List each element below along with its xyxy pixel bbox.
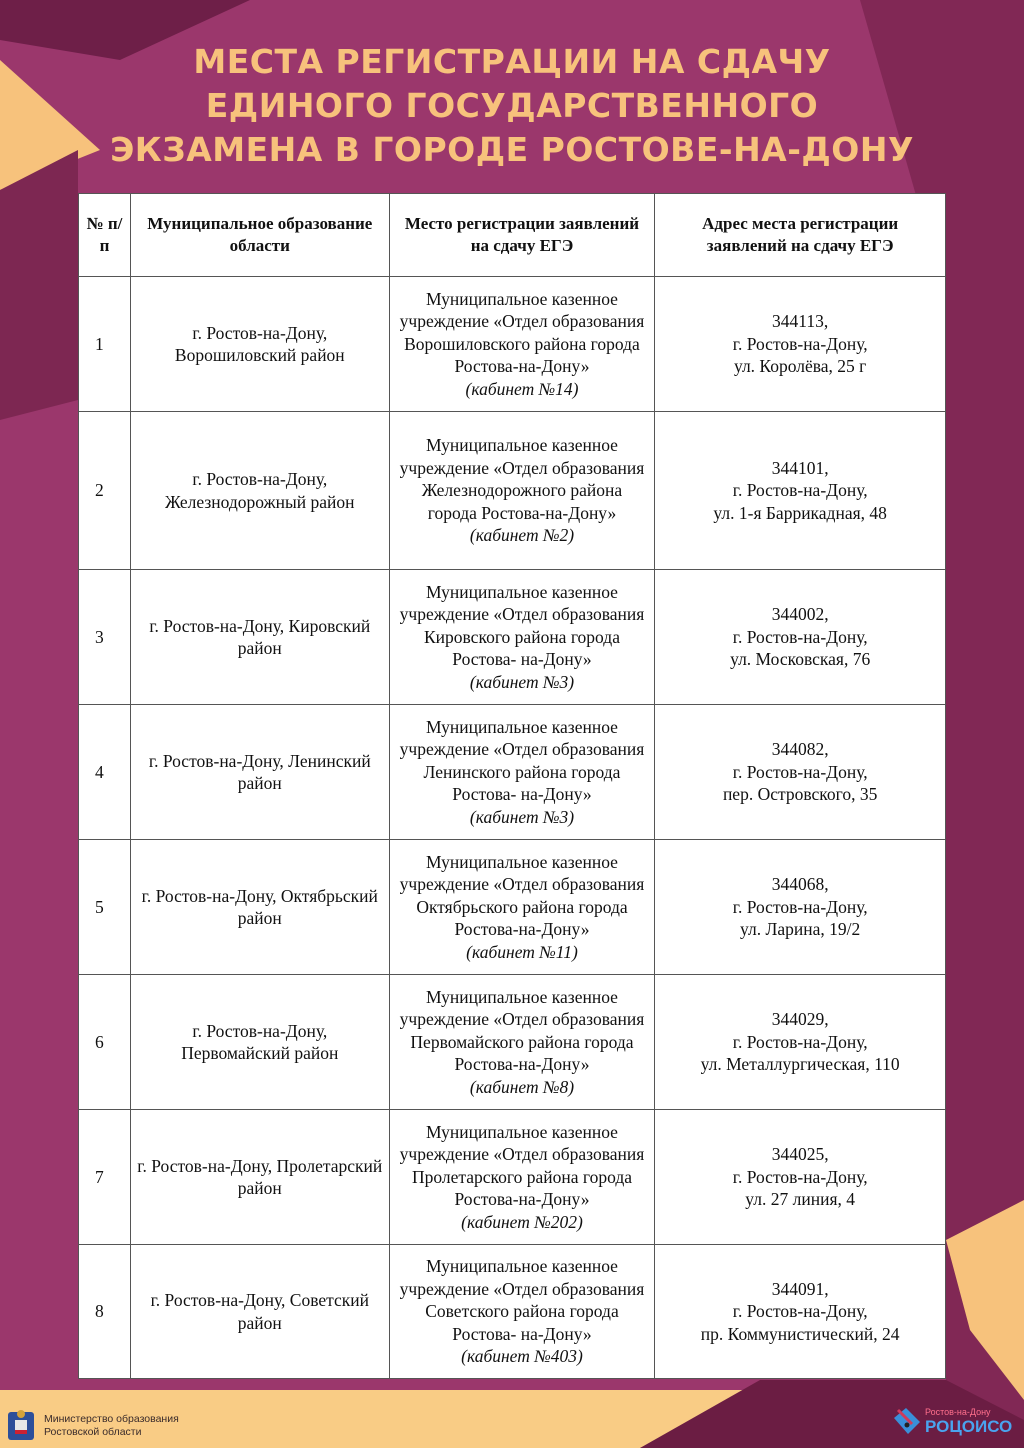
place-cell [389,1110,655,1245]
cabinet-number: (кабинет №403) [461,1346,583,1367]
address-cell [655,840,946,975]
place-name: Муниципальное казенное учреждение «Отдел образования Кировского района города Ростова- на-Дону» [399,581,645,670]
postal-code: 344113, [772,311,829,332]
municipality-cell: г. Ростов-на-Дону, Железнодорожный район [130,412,389,570]
row-number: 5 [79,840,131,975]
address-city: г. Ростов-на-Дону, [732,761,868,782]
cabinet-number: (кабинет №3) [469,671,575,692]
coat-of-arms-icon [4,1408,38,1444]
address-street: ул. Металлургическая, 110 [700,1054,900,1075]
address-street: ул. Королёва, 25 г [733,356,867,377]
table-row [79,705,946,840]
rocoiso-logo [890,1404,1012,1438]
header-municipality: Муниципальное образование области [130,194,389,277]
postal-code: 344101, [771,457,829,478]
postal-code: 344091, [771,1278,829,1299]
ministry-region: Ростовской области [44,1426,142,1438]
rocoiso-name: РОЦОИСО [925,1416,1013,1436]
place-name: Муниципальное казенное учреждение «Отдел образования Ворошиловского района города Ростова-на-Дону» [399,288,645,377]
row-number: 3 [79,570,131,705]
place-cell [389,570,655,705]
registration-table [78,193,946,1379]
place-name: Муниципальное казенное учреждение «Отдел образования Советского района города Ростова- на-Дону» [399,1256,645,1344]
row-number: 6 [79,975,131,1110]
title-line: ЕДИНОГО ГОСУДАРСТВЕННОГО [205,86,819,125]
cabinet-number: (кабинет №3) [469,806,575,827]
title-line: ЭКЗАМЕНА В ГОРОДЕ РОСТОВЕ-НА-ДОНУ [110,130,914,169]
address-street: ул. Московская, 76 [730,649,871,670]
place-cell [389,1245,655,1379]
address-cell [655,277,946,412]
pen-nib-icon [890,1404,922,1438]
place-name: Муниципальное казенное учреждение «Отдел образования Железнодорожного района города Ростова-на-Дону» [399,435,645,523]
page-title [0,40,1024,172]
municipality-cell: г. Ростов-на-Дону, Октябрьский район [130,840,389,975]
place-cell [389,412,655,570]
address-street: пр. Коммунистический, 24 [700,1323,900,1344]
municipality-cell: г. Ростов-на-Дону, Советский район [130,1245,389,1379]
municipality-cell: г. Ростов-на-Дону, Ворошиловский район [130,277,389,412]
cabinet-number: (кабинет №2) [469,525,575,546]
address-cell [655,570,946,705]
cabinet-number: (кабинет №202) [461,1211,583,1232]
address-cell [655,975,946,1110]
place-name: Муниципальное казенное учреждение «Отдел образования Пролетарского района города Ростова-на-Дону» [399,1121,645,1210]
title-line: МЕСТА РЕГИСТРАЦИИ НА СДАЧУ [193,42,831,81]
place-cell [389,705,655,840]
table-row [79,570,946,705]
ministry-logo [4,1408,179,1444]
address-cell [655,705,946,840]
address-city: г. Ростов-на-Дону, [732,1166,868,1187]
postal-code: 344082, [771,739,829,760]
table-row [79,975,946,1110]
row-number: 2 [79,412,131,570]
ministry-name: Министерство образования [44,1413,179,1425]
postal-code: 344068, [771,874,829,895]
address-city: г. Ростов-на-Дону, [732,626,868,647]
postal-code: 344029, [771,1009,829,1030]
header-place: Место регистрации заявлений на сдачу ЕГЭ [389,194,655,277]
address-street: ул. Ларина, 19/2 [740,919,861,940]
address-street: пер. Островского, 35 [722,784,878,805]
address-cell [655,412,946,570]
header-number: № п/п [79,194,131,277]
cabinet-number: (кабинет №8) [469,1076,575,1097]
place-cell [389,975,655,1110]
place-cell [389,840,655,975]
place-cell [389,277,655,412]
postal-code: 344002, [771,604,829,625]
cabinet-number: (кабинет №11) [466,941,578,962]
row-number: 8 [79,1245,131,1379]
address-street: ул. 1-я Баррикадная, 48 [713,502,887,523]
table-row [79,1245,946,1379]
table-row [79,412,946,570]
table-row [79,1110,946,1245]
table-row [79,840,946,975]
cabinet-number: (кабинет №14) [465,378,579,399]
municipality-cell: г. Ростов-на-Дону, Пролетарский район [130,1110,389,1245]
row-number: 1 [79,277,131,412]
municipality-cell: г. Ростов-на-Дону, Первомайский район [130,975,389,1110]
rocoiso-city: Ростов-на-Дону [925,1406,991,1417]
row-number: 7 [79,1110,131,1245]
municipality-cell: г. Ростов-на-Дону, Кировский район [130,570,389,705]
place-name: Муниципальное казенное учреждение «Отдел образования Октябрьского района города Ростова-на-Дону» [399,851,645,940]
address-cell [655,1110,946,1245]
address-city: г. Ростов-на-Дону, [732,1301,868,1322]
address-street: ул. 27 линия, 4 [745,1189,856,1210]
place-name: Муниципальное казенное учреждение «Отдел образования Первомайского района города Ростова-на-Дону» [399,986,645,1075]
address-city: г. Ростов-на-Дону, [732,1031,868,1052]
header-address: Адрес места регистрации заявлений на сдачу ЕГЭ [655,194,946,277]
table-row [79,277,946,412]
address-city: г. Ростов-на-Дону, [732,333,868,354]
address-city: г. Ростов-на-Дону, [732,896,868,917]
address-cell [655,1245,946,1379]
row-number: 4 [79,705,131,840]
place-name: Муниципальное казенное учреждение «Отдел образования Ленинского района города Ростова- на-Дону» [399,716,645,805]
address-city: г. Ростов-на-Дону, [732,480,868,501]
municipality-cell: г. Ростов-на-Дону, Ленинский район [130,705,389,840]
postal-code: 344025, [771,1144,829,1165]
